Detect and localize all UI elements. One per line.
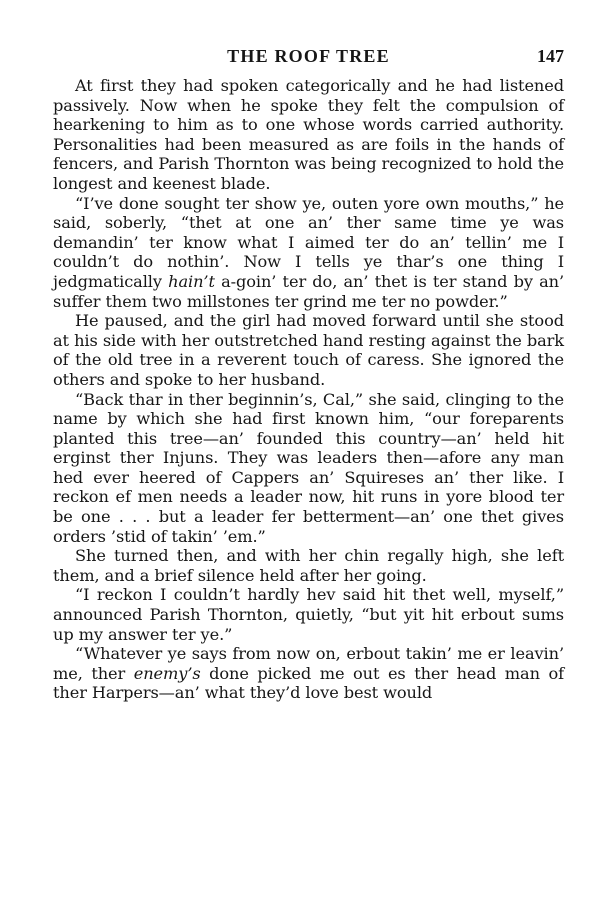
text-run: She turned then, and with her chin regally high, she left them, and a brief silence held after her going. (53, 546, 564, 585)
running-head (53, 46, 564, 70)
italic-text-run: enemy’s (133, 663, 201, 683)
paragraph (53, 390, 564, 547)
paragraph (53, 194, 564, 312)
text-run: “Whatever ye says from now on, erbout takin’ me er leavin’ me, ther (53, 644, 564, 683)
paragraph (53, 585, 564, 644)
body-text (53, 76, 564, 703)
italic-text-run: hain’t (168, 271, 215, 291)
text-run: done picked me out es ther head man of ther Harpers—an’ what they’d love best would (53, 663, 564, 703)
text-run: At first they had spoken categorically and he had listened passively. Now when he spoke they felt the compulsion of hearkening to him as to one whose words carried authority. Personalities had been measured as are foils in the hands of fencers, and Parish Thornton was being recognized to hold the longest and keenest blade. (53, 76, 564, 193)
paragraph (53, 76, 564, 194)
text-run: a-goin’ ter do, an’ thet is ter stand by an’ suffer them two millstones ter grind me ter no powder.” (53, 271, 564, 311)
book-page (53, 46, 564, 703)
page-number: 147 (537, 46, 564, 66)
text-run: “Back thar in ther beginnin’s, Cal,” she said, clinging to the name by which she had first known him, “our foreparents planted this tree—an’ founded this country—an’ held hit erginst ther Injuns. They was leaders then—afore any man hed ever heered of Cappers an’ Squireses an’ ther like. I reckon ef men needs a leader now, hit runs in yore blood ter be one . . . but a leader fer betterment—an’ one thet gives orders ’stid of takin’ ’em.” (53, 389, 564, 546)
text-run: “I reckon I couldn’t hardly hev said hit thet well, myself,” announced Parish Thornton, quietly, “but yit hit erbout sums up my answer ter ye.” (53, 585, 564, 644)
text-run: He paused, and the girl had moved forward until she stood at his side with her outstretched hand resting against the bark of the old tree in a reverent touch of caress. She ignored the others and spoke to her husband. (53, 311, 564, 389)
text-run: “I’ve done sought ter show ye, outen yore own mouths,” he said, soberly, “thet at one an’ ther same time ye was demandin’ ter know what I aimed ter do an’ tellin’ me I couldn’t do nothin’. Now I tells ye thar’s one thing I jedgmatically (53, 193, 564, 291)
paragraph (53, 311, 564, 389)
paragraph (53, 546, 564, 585)
paragraph (53, 644, 564, 703)
running-title: THE ROOF TREE (227, 46, 390, 66)
